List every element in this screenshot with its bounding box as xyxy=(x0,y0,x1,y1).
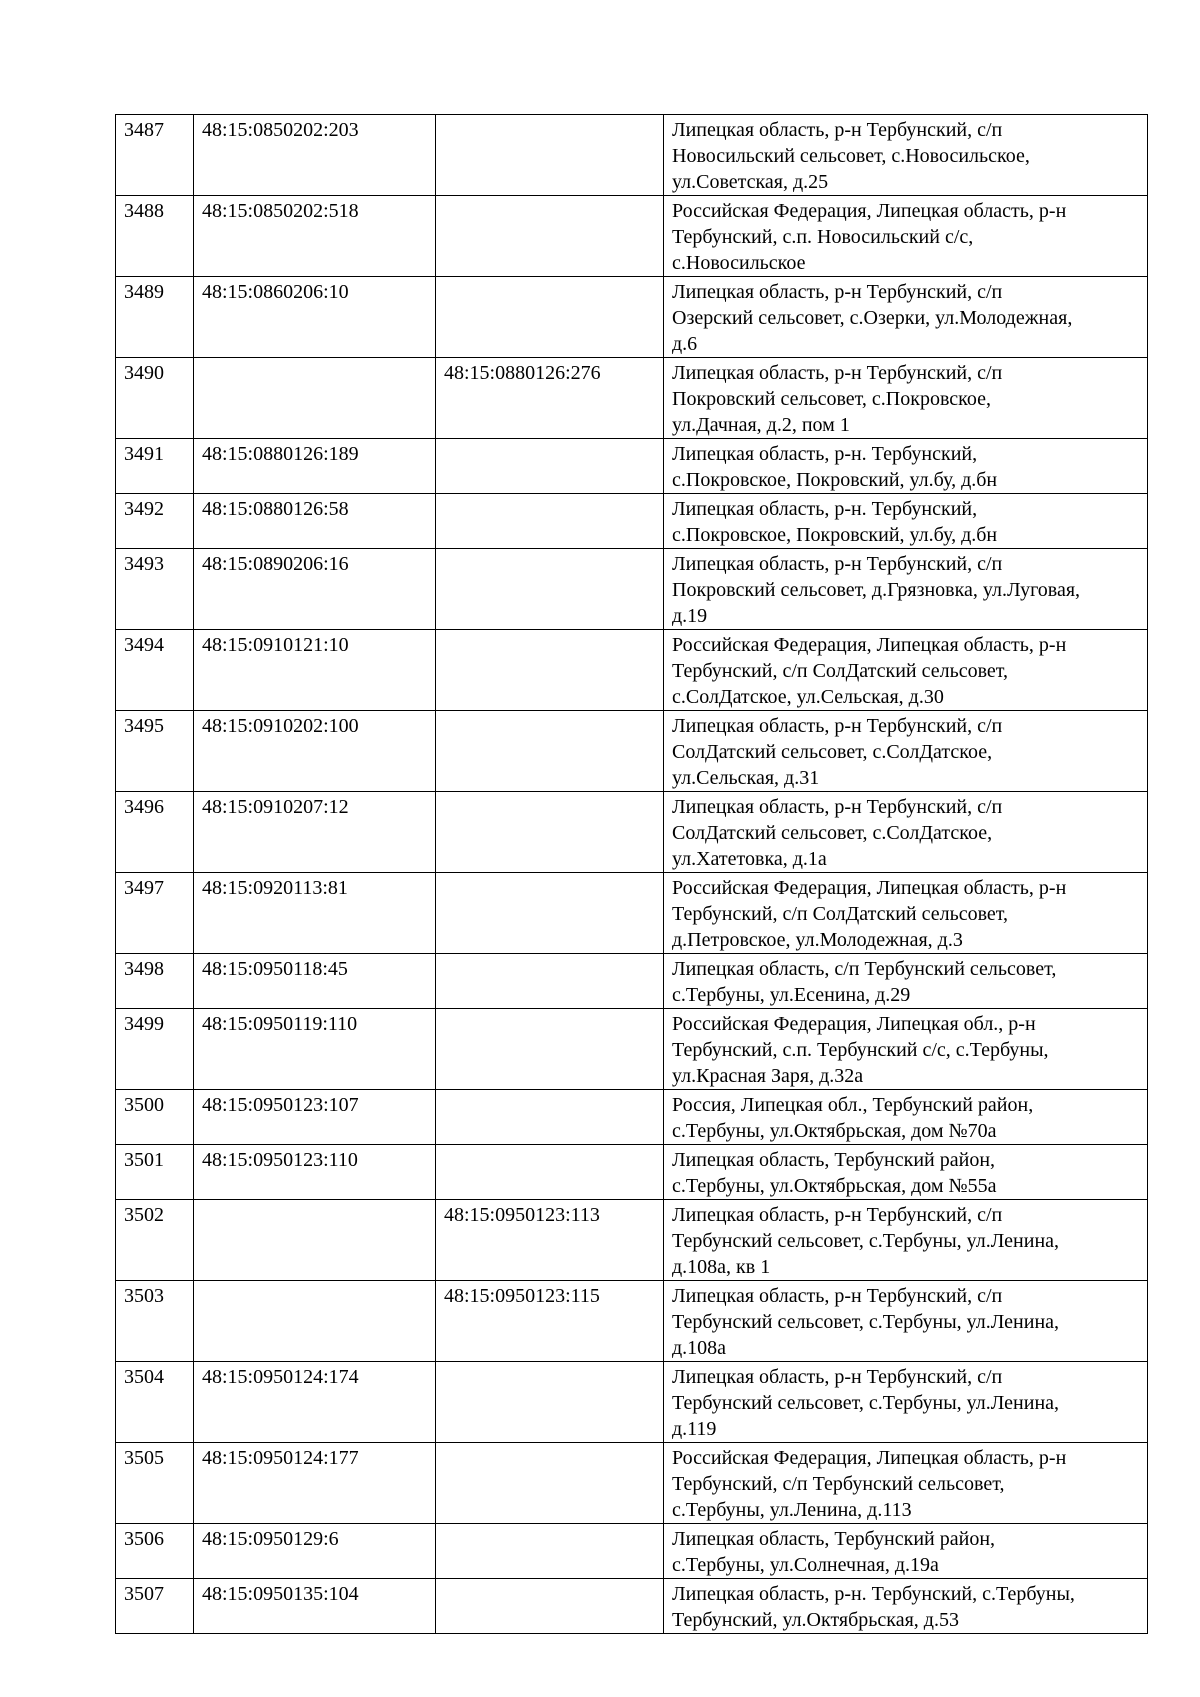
land-cadastral-number-cell: 48:15:0880126:189 xyxy=(194,439,436,494)
premise-cadastral-number-cell xyxy=(436,196,664,277)
land-cadastral-number-cell: 48:15:0950123:110 xyxy=(194,1145,436,1200)
row-number-cell: 3499 xyxy=(116,1009,194,1090)
premise-cadastral-number-cell: 48:15:0950123:113 xyxy=(436,1200,664,1281)
land-cadastral-number-cell: 48:15:0950129:6 xyxy=(194,1524,436,1579)
row-number-cell: 3493 xyxy=(116,549,194,630)
premise-cadastral-number-cell xyxy=(436,1443,664,1524)
land-cadastral-number-cell xyxy=(194,1200,436,1281)
row-number-cell: 3491 xyxy=(116,439,194,494)
land-cadastral-number-cell: 48:15:0880126:58 xyxy=(194,494,436,549)
land-cadastral-number-cell: 48:15:0910121:10 xyxy=(194,630,436,711)
address-cell: Липецкая область, р-н Тербунский, с/п Покровский сельсовет, с.Покровское, ул.Дачная, д.2, пом 1 xyxy=(664,358,1148,439)
premise-cadastral-number-cell xyxy=(436,873,664,954)
row-number-cell: 3488 xyxy=(116,196,194,277)
land-cadastral-number-cell: 48:15:0850202:518 xyxy=(194,196,436,277)
premise-cadastral-number-cell xyxy=(436,277,664,358)
address-cell: Липецкая область, Тербунский район, с.Тербуны, ул.Октябрьская, дом №55а xyxy=(664,1145,1148,1200)
row-number-cell: 3507 xyxy=(116,1579,194,1634)
address-cell: Липецкая область, р-н Тербунский, с/п Озерский сельсовет, с.Озерки, ул.Молодежная, д.6 xyxy=(664,277,1148,358)
address-cell: Российская Федерация, Липецкая область, р-н Тербунский, с/п СолДатский сельсовет, с.СолДатское, ул.Сельская, д.30 xyxy=(664,630,1148,711)
address-cell: Липецкая область, р-н Тербунский, с/п Покровский сельсовет, д.Грязновка, ул.Луговая, д.19 xyxy=(664,549,1148,630)
premise-cadastral-number-cell xyxy=(436,630,664,711)
row-number-cell: 3506 xyxy=(116,1524,194,1579)
address-cell: Липецкая область, р-н Тербунский, с/п СолДатский сельсовет, с.СолДатское, ул.Сельская, д.31 xyxy=(664,711,1148,792)
land-cadastral-number-cell xyxy=(194,1281,436,1362)
table-row xyxy=(116,1579,1148,1634)
address-cell: Липецкая область, р-н. Тербунский, с.Тербуны, Тербунский, ул.Октябрьская, д.53 xyxy=(664,1579,1148,1634)
address-cell: Липецкая область, р-н. Тербунский, с.Покровское, Покровский, ул.бу, д.бн xyxy=(664,494,1148,549)
land-cadastral-number-cell: 48:15:0910207:12 xyxy=(194,792,436,873)
address-cell: Липецкая область, р-н Тербунский, с/п Тербунский сельсовет, с.Тербуны, ул.Ленина, д.108а, кв 1 xyxy=(664,1200,1148,1281)
table-row xyxy=(116,792,1148,873)
land-cadastral-number-cell: 48:15:0850202:203 xyxy=(194,115,436,196)
table-row xyxy=(116,115,1148,196)
address-cell: Липецкая область, Тербунский район, с.Тербуны, ул.Солнечная, д.19а xyxy=(664,1524,1148,1579)
table-row xyxy=(116,630,1148,711)
table-row xyxy=(116,1443,1148,1524)
table-row xyxy=(116,873,1148,954)
premise-cadastral-number-cell xyxy=(436,1090,664,1145)
land-cadastral-number-cell: 48:15:0920113:81 xyxy=(194,873,436,954)
premise-cadastral-number-cell xyxy=(436,1145,664,1200)
land-cadastral-number-cell: 48:15:0910202:100 xyxy=(194,711,436,792)
row-number-cell: 3502 xyxy=(116,1200,194,1281)
row-number-cell: 3498 xyxy=(116,954,194,1009)
address-cell: Российская Федерация, Липецкая область, р-н Тербунский, с/п Тербунский сельсовет, с.Тербуны, ул.Ленина, д.113 xyxy=(664,1443,1148,1524)
row-number-cell: 3503 xyxy=(116,1281,194,1362)
table-row xyxy=(116,196,1148,277)
table-row xyxy=(116,439,1148,494)
table-row xyxy=(116,1090,1148,1145)
premise-cadastral-number-cell xyxy=(436,439,664,494)
row-number-cell: 3501 xyxy=(116,1145,194,1200)
table-row xyxy=(116,277,1148,358)
address-cell: Российская Федерация, Липецкая область, р-н Тербунский, с.п. Новосильский с/с, с.Новосильское xyxy=(664,196,1148,277)
table-row xyxy=(116,711,1148,792)
address-cell: Липецкая область, р-н Тербунский, с/п Новосильский сельсовет, с.Новосильское, ул.Советская, д.25 xyxy=(664,115,1148,196)
row-number-cell: 3487 xyxy=(116,115,194,196)
address-cell: Липецкая область, р-н Тербунский, с/п СолДатский сельсовет, с.СолДатское, ул.Хатетовка, д.1а xyxy=(664,792,1148,873)
address-cell: Российская Федерация, Липецкая область, р-н Тербунский, с/п СолДатский сельсовет, д.Петровское, ул.Молодежная, д.3 xyxy=(664,873,1148,954)
row-number-cell: 3492 xyxy=(116,494,194,549)
land-cadastral-number-cell: 48:15:0860206:10 xyxy=(194,277,436,358)
land-cadastral-number-cell: 48:15:0950135:104 xyxy=(194,1579,436,1634)
row-number-cell: 3489 xyxy=(116,277,194,358)
address-cell: Липецкая область, р-н Тербунский, с/п Тербунский сельсовет, с.Тербуны, ул.Ленина, д.108а xyxy=(664,1281,1148,1362)
land-cadastral-number-cell: 48:15:0950123:107 xyxy=(194,1090,436,1145)
land-cadastral-number-cell: 48:15:0950124:174 xyxy=(194,1362,436,1443)
table-row xyxy=(116,1145,1148,1200)
table-row xyxy=(116,358,1148,439)
address-cell: Российская Федерация, Липецкая обл., р-н Тербунский, с.п. Тербунский с/с, с.Тербуны, ул.Красная Заря, д.32а xyxy=(664,1009,1148,1090)
premise-cadastral-number-cell xyxy=(436,1362,664,1443)
table-row xyxy=(116,1362,1148,1443)
land-cadastral-number-cell: 48:15:0950118:45 xyxy=(194,954,436,1009)
row-number-cell: 3504 xyxy=(116,1362,194,1443)
row-number-cell: 3505 xyxy=(116,1443,194,1524)
address-cell: Липецкая область, р-н Тербунский, с/п Тербунский сельсовет, с.Тербуны, ул.Ленина, д.119 xyxy=(664,1362,1148,1443)
premise-cadastral-number-cell xyxy=(436,115,664,196)
land-cadastral-number-cell: 48:15:0890206:16 xyxy=(194,549,436,630)
registry-body xyxy=(116,115,1148,1634)
premise-cadastral-number-cell xyxy=(436,792,664,873)
address-cell: Липецкая область, с/п Тербунский сельсовет, с.Тербуны, ул.Есенина, д.29 xyxy=(664,954,1148,1009)
premise-cadastral-number-cell xyxy=(436,549,664,630)
table-row xyxy=(116,549,1148,630)
premise-cadastral-number-cell: 48:15:0880126:276 xyxy=(436,358,664,439)
table-row xyxy=(116,954,1148,1009)
table-row xyxy=(116,1200,1148,1281)
premise-cadastral-number-cell xyxy=(436,954,664,1009)
address-cell: Липецкая область, р-н. Тербунский, с.Покровское, Покровский, ул.бу, д.бн xyxy=(664,439,1148,494)
row-number-cell: 3494 xyxy=(116,630,194,711)
premise-cadastral-number-cell xyxy=(436,1524,664,1579)
table-row xyxy=(116,1009,1148,1090)
table-row xyxy=(116,494,1148,549)
premise-cadastral-number-cell xyxy=(436,1579,664,1634)
row-number-cell: 3496 xyxy=(116,792,194,873)
address-cell: Россия, Липецкая обл., Тербунский район, с.Тербуны, ул.Октябрьская, дом №70а xyxy=(664,1090,1148,1145)
row-number-cell: 3495 xyxy=(116,711,194,792)
land-cadastral-number-cell: 48:15:0950124:177 xyxy=(194,1443,436,1524)
premise-cadastral-number-cell xyxy=(436,1009,664,1090)
table-row xyxy=(116,1524,1148,1579)
land-cadastral-number-cell xyxy=(194,358,436,439)
premise-cadastral-number-cell xyxy=(436,494,664,549)
row-number-cell: 3497 xyxy=(116,873,194,954)
premise-cadastral-number-cell xyxy=(436,711,664,792)
property-registry-table xyxy=(115,114,1148,1634)
row-number-cell: 3500 xyxy=(116,1090,194,1145)
table-row xyxy=(116,1281,1148,1362)
premise-cadastral-number-cell: 48:15:0950123:115 xyxy=(436,1281,664,1362)
row-number-cell: 3490 xyxy=(116,358,194,439)
land-cadastral-number-cell: 48:15:0950119:110 xyxy=(194,1009,436,1090)
